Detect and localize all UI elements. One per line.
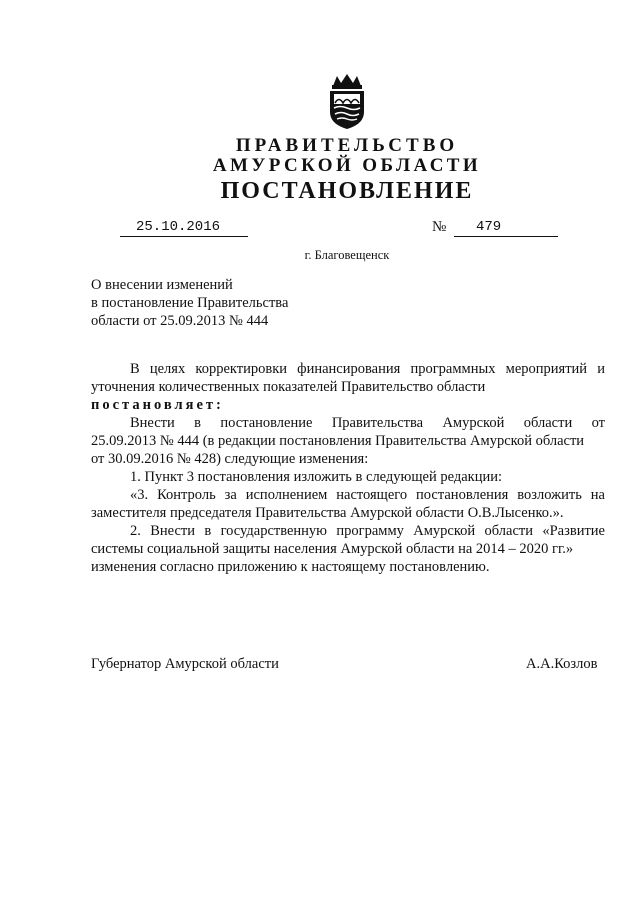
document-type-title: ПОСТАНОВЛЕНИЕ xyxy=(220,178,474,204)
preamble-line: уточнения количественных показателей Правительство области xyxy=(91,379,486,395)
document-date: 25.10.2016 xyxy=(120,218,248,237)
subject-line: в постановление Правительства xyxy=(91,295,289,311)
item1-subitem: 1. Пункт 3 постановления изложить в следующей редакции: xyxy=(130,469,503,485)
item2-line: 2. Внести в государственную программу Амурской области «Развитие xyxy=(130,523,605,539)
signatory-position: Губернатор Амурской области xyxy=(91,656,279,672)
signatory-name: А.А.Козлов xyxy=(526,656,598,672)
item1-line: от 30.09.2016 № 428) следующие изменения: xyxy=(91,451,369,467)
document-subject xyxy=(91,276,288,330)
item1-line: Внести в постановление Правительства Амурской области от xyxy=(130,415,605,431)
subject-line: О внесении изменений xyxy=(91,277,233,293)
document-body xyxy=(91,360,605,576)
item1-quote-line: «3. Контроль за исполнением настоящего постановления возложить на xyxy=(130,487,605,503)
document-number: 479 xyxy=(454,218,558,237)
issuing-city: г. Благовещенск xyxy=(304,248,390,262)
item1-line: 25.09.2013 № 444 (в редакции постановления Правительства Амурской области xyxy=(91,433,585,449)
preamble-line: В целях корректировки финансирования программных мероприятий и xyxy=(130,361,605,377)
subject-line: области от 25.09.2013 № 444 xyxy=(91,313,269,329)
item1-quote-line: заместителя председателя Правительства Амурской области О.В.Лысенко.». xyxy=(91,505,564,521)
number-sign: № xyxy=(432,219,447,235)
item2-line: системы социальной защиты населения Амурской области на 2014 – 2020 гг.» xyxy=(91,541,574,557)
coat-of-arms-icon xyxy=(324,72,370,130)
resolves-word: постановляет: xyxy=(91,397,224,413)
government-name-line2: АМУРСКОЙ ОБЛАСТИ xyxy=(212,155,482,176)
government-name-line1: ПРАВИТЕЛЬСТВО xyxy=(235,135,459,156)
item2-line: изменения согласно приложению к настоящему постановлению. xyxy=(91,559,490,575)
